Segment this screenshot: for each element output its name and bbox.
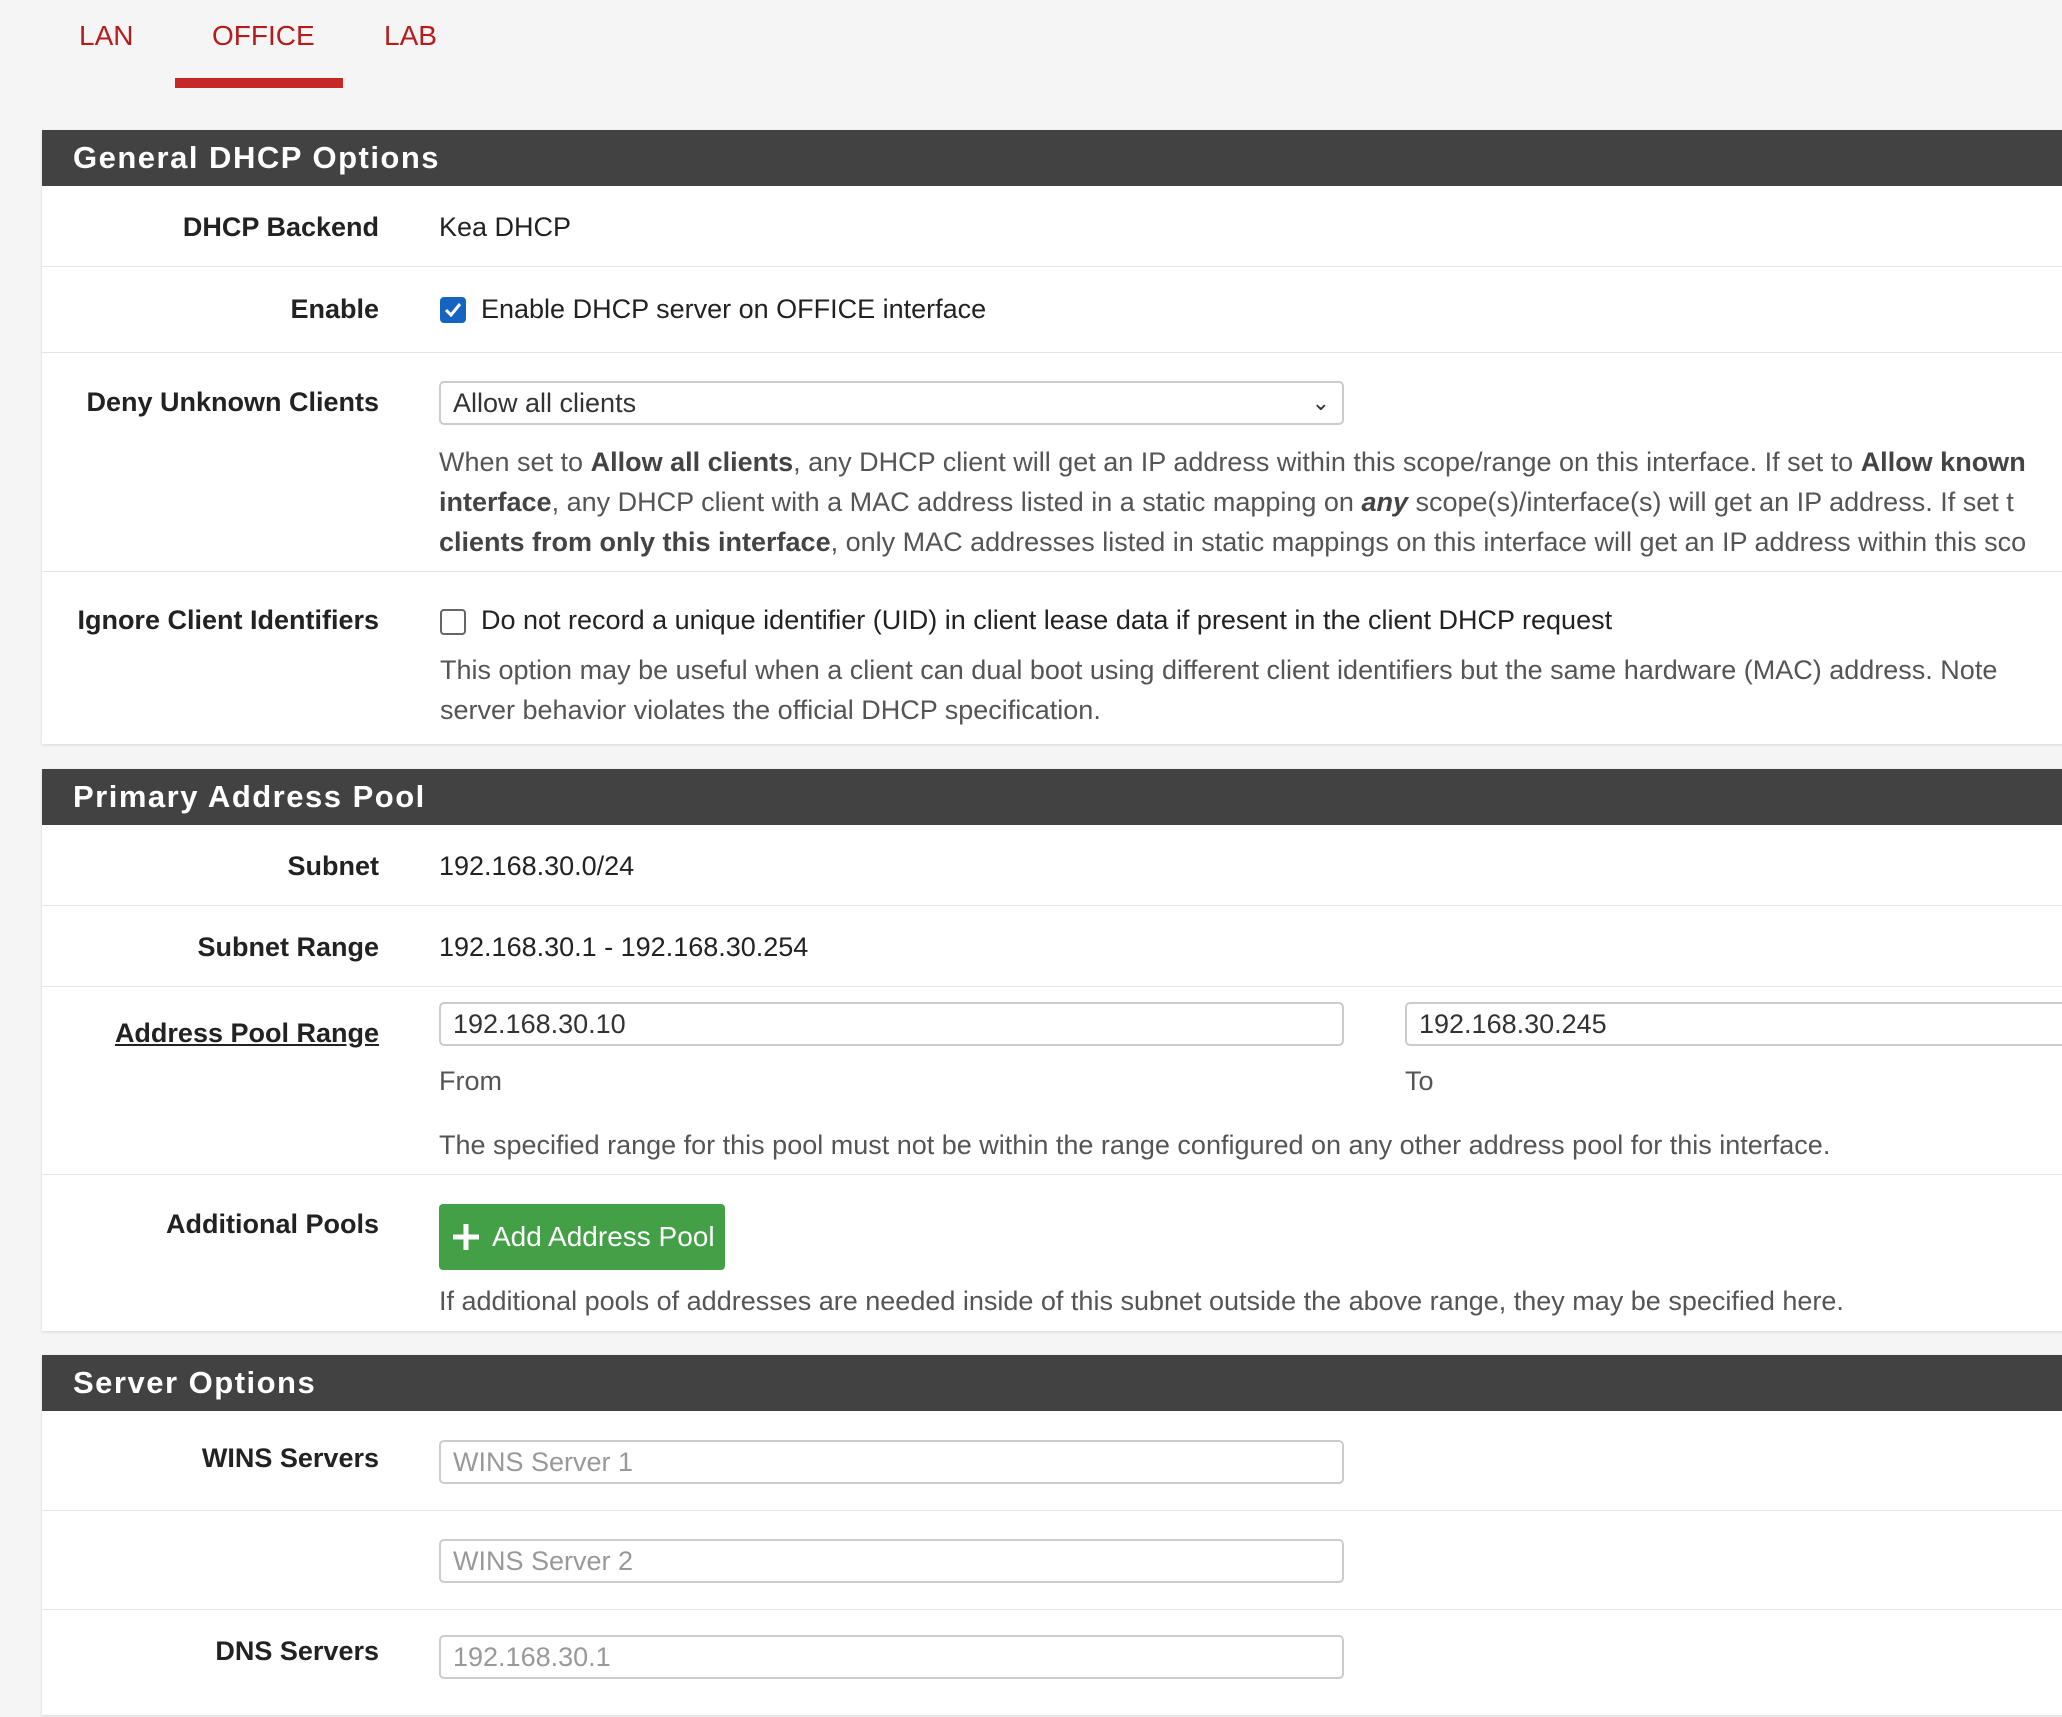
deny-help-line-1: When set to Allow all clients, any DHCP client will get an IP address within this scope/range on this interface. If set to Allow known (439, 447, 2026, 477)
primary-address-pool-panel (42, 769, 2062, 1331)
deny-help-line-3: clients from only this interface, only MAC addresses listed in static mappings on this interface will get an IP address within this sco (439, 527, 2027, 557)
subnet-label: Subnet (287, 851, 379, 881)
server-options-panel (42, 1355, 2062, 1715)
pool-range-help: The specified range for this pool must not be within the range configured on any other address pool for this interface. (439, 1130, 1831, 1160)
tab-lab[interactable]: LAB (384, 20, 437, 51)
row-dhcp-backend (42, 186, 2062, 267)
add-address-pool-label: Add Address Pool (492, 1221, 715, 1252)
subnet-range-value: 192.168.30.1 - 192.168.30.254 (439, 932, 809, 962)
dns-server-1-input[interactable]: 192.168.30.1 (439, 1635, 1344, 1679)
dhcp-backend-value: Kea DHCP (439, 212, 572, 242)
subnet-value: 192.168.30.0/24 (439, 851, 635, 881)
panel-header-server: Server Options (42, 1355, 2062, 1411)
ignore-help-line-1: This option may be useful when a client can dual boot using different client identifiers but the same hardware (MAC) address. Note (440, 655, 1998, 685)
row-deny-unknown-clients (42, 353, 2062, 572)
row-additional-pools (42, 1175, 2062, 1333)
wins-server-1-input[interactable]: WINS Server 1 (439, 1440, 1344, 1484)
deny-help-line-2: interface, any DHCP client with a MAC address listed in a static mapping on any scope(s)/interface(s) will get an IP address. If set t (439, 487, 2014, 517)
dns-servers-label: DNS Servers (215, 1636, 379, 1666)
row-dns-servers (42, 1610, 2062, 1717)
additional-pools-label: Additional Pools (166, 1209, 379, 1239)
pool-to-input[interactable]: 192.168.30.245 (1405, 1002, 2062, 1046)
ignore-client-identifiers-label: Ignore Client Identifiers (77, 605, 379, 635)
dhcp-backend-label: DHCP Backend (182, 212, 379, 242)
ignore-client-identifiers-checkbox[interactable] (440, 609, 466, 635)
panel-header-general: General DHCP Options (42, 130, 2062, 186)
ignore-help-line-2: server behavior violates the official DHCP specification. (440, 695, 1101, 725)
panel-header-pool: Primary Address Pool (42, 769, 2062, 825)
chevron-down-icon: ⌄ (1311, 390, 1330, 415)
wins-servers-label: WINS Servers (201, 1443, 379, 1473)
row-wins-server-1 (42, 1411, 2062, 1511)
row-subnet-range (42, 906, 2062, 987)
enable-checkbox[interactable] (440, 297, 466, 323)
row-enable (42, 267, 2062, 353)
pool-from-input[interactable]: 192.168.30.10 (439, 1002, 1344, 1046)
subnet-range-label: Subnet Range (197, 932, 379, 962)
deny-unknown-clients-select[interactable] (439, 381, 1344, 425)
deny-unknown-clients-selected: Allow all clients (453, 388, 637, 418)
enable-checkbox-text: Enable DHCP server on OFFICE interface (481, 294, 987, 324)
address-pool-range-label[interactable]: Address Pool Range (114, 1018, 379, 1048)
deny-unknown-clients-label: Deny Unknown Clients (86, 387, 379, 417)
active-tab-indicator (175, 78, 343, 88)
pool-to-caption: To (1405, 1066, 1434, 1096)
interface-tabs (0, 0, 2062, 100)
plus-icon (451, 1222, 481, 1252)
tab-lan[interactable]: LAN (79, 20, 134, 51)
pool-from-caption: From (439, 1066, 502, 1096)
additional-pools-help: If additional pools of addresses are needed inside of this subnet outside the above range, they may be specified here. (439, 1286, 1844, 1316)
row-address-pool-range (42, 987, 2062, 1175)
enable-label: Enable (290, 294, 379, 324)
row-ignore-client-identifiers (42, 572, 2062, 746)
ignore-client-identifiers-text: Do not record a unique identifier (UID) in client lease data if present in the client DHCP request (481, 605, 1613, 635)
tab-office[interactable]: OFFICE (212, 20, 315, 51)
checkmark-icon (443, 300, 463, 320)
add-address-pool-button[interactable] (439, 1204, 725, 1270)
row-wins-server-2 (42, 1511, 2062, 1610)
general-dhcp-options-panel (42, 130, 2062, 744)
wins-server-2-input[interactable]: WINS Server 2 (439, 1539, 1344, 1583)
row-subnet (42, 825, 2062, 906)
